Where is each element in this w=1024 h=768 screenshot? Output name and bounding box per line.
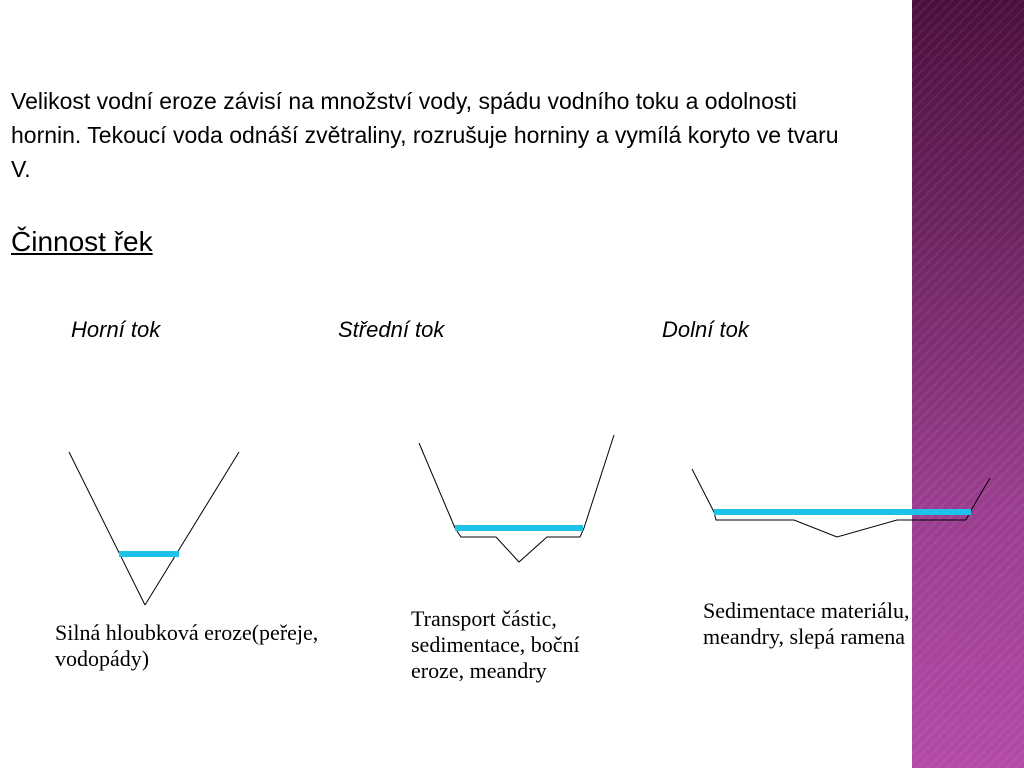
intro-text: Velikost vodní eroze závisí na množství vody, spádu vodního toku a odolnosti hornin. Tekoucí voda odnáší zvětraliny, rozrušuje horniny a vymílá koryto ve tvaru V.	[11, 88, 839, 182]
lower-course-valley-profile	[692, 469, 990, 537]
middle-course-description: Transport částic, sedimentace, boční eroze, meandry	[411, 606, 580, 683]
middle-course-valley-profile	[419, 435, 614, 562]
lower-course-description: Sedimentace materiálu, meandry, slepá ramena	[703, 598, 910, 649]
section-heading: Činnost řek	[11, 226, 153, 257]
label-upper-course: Horní tok	[71, 317, 161, 342]
upper-course-description: Silná hloubková eroze(peřeje, vodopády)	[55, 620, 319, 671]
upper-course-valley-profile	[69, 452, 239, 605]
label-middle-course: Střední tok	[338, 317, 445, 342]
label-lower-course: Dolní tok	[662, 317, 749, 342]
